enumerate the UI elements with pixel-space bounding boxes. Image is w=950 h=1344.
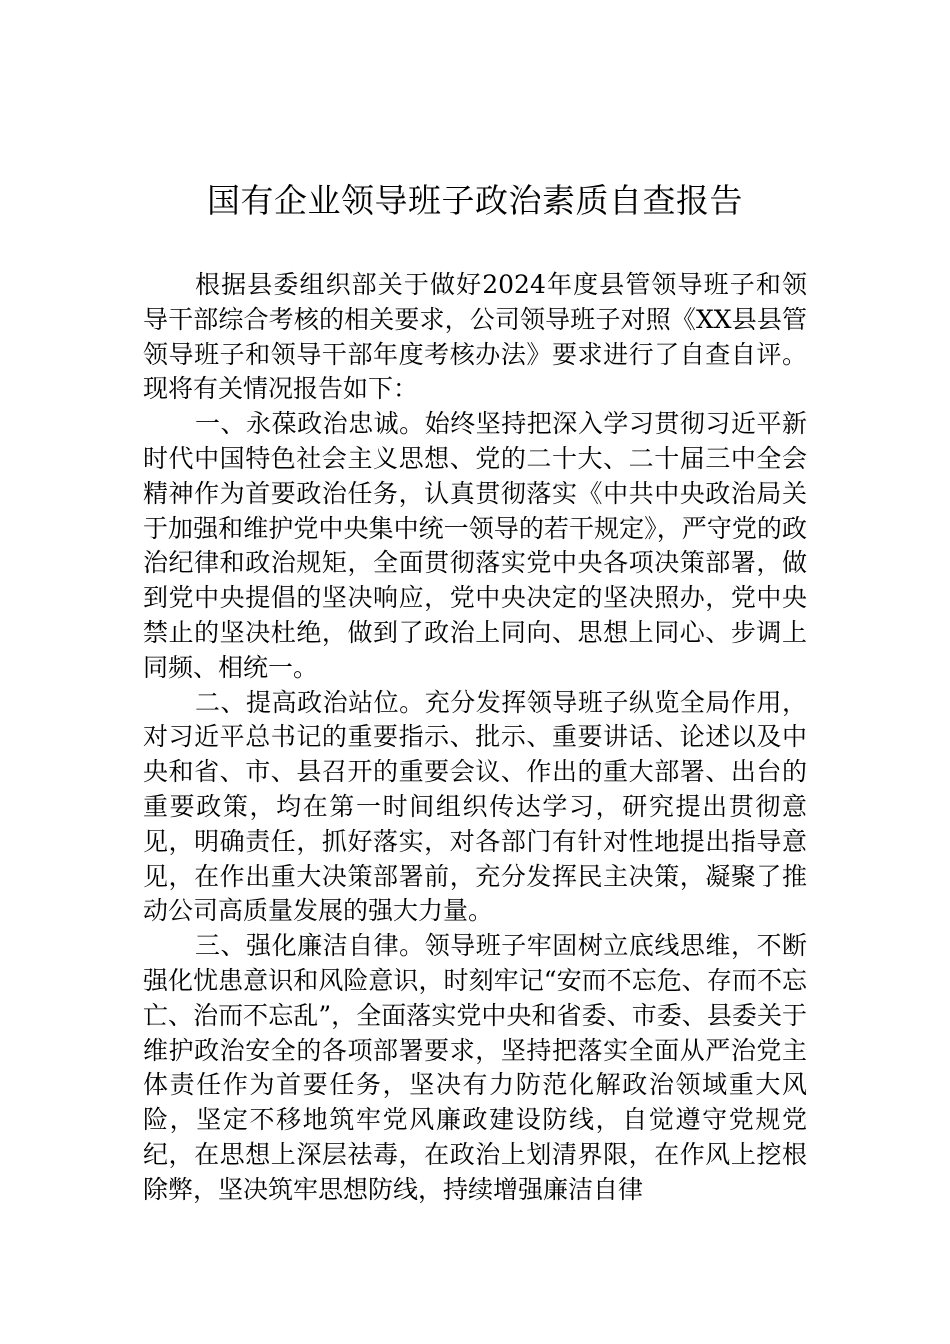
paragraph-integrity-discipline: 三、强化廉洁自律。领导班子牢固树立底线思维，不断强化忧患意识和风险意识，时刻牢记“安而不忘危、存而不忘亡、治而不忘乱”，全面落实党中央和省委、市委、县委关于维护政治安全的各项部署要求，坚持把落实全面从严治党主体责任作为首要任务，坚决有力防范化解政治领域重大风险，坚定不移地筑牢党风廉政建设防线，自觉遵守党规党纪，在思想上深层祛毒，在政治上划清界限，在作风上挖根除弊，坚决筑牢思想防线，持续增强廉洁自律: [143, 931, 807, 1204]
document-title: 国有企业领导班子政治素质自查报告: [207, 181, 743, 220]
paragraph-intro: 根据县委组织部关于做好2024年度县管领导班子和领导干部综合考核的相关要求，公司领导班子对照《XX县县管领导班子和领导干部年度考核办法》要求进行了自查自评。现将有关情况报告如下：: [143, 270, 807, 404]
document-body: [143, 268, 807, 1208]
paragraph-political-stance: 二、提高政治站位。充分发挥领导班子纵览全局作用，对习近平总书记的重要指示、批示、重要讲话、论述以及中央和省、市、县召开的重要会议、作出的重大部署、出台的重要政策，均在第一时间组织传达学习，研究提出贯彻意见，明确责任，抓好落实，对各部门有针对性地提出指导意见，在作出重大决策部署前，充分发挥民主决策，凝聚了推动公司高质量发展的强大力量。: [143, 687, 807, 926]
paragraph-political-loyalty: 一、永葆政治忠诚。始终坚持把深入学习贯彻习近平新时代中国特色社会主义思想、党的二十大、二十届三中全会精神作为首要政治任务，认真贯彻落实《中共中央政治局关于加强和维护党中央集中统一领导的若干规定》，严守党的政治纪律和政治规矩，全面贯彻落实党中央各项决策部署，做到党中央提倡的坚决响应，党中央决定的坚决照办，党中央禁止的坚决杜绝，做到了政治上同向、思想上同心、步调上同频、相统一。: [143, 409, 807, 682]
